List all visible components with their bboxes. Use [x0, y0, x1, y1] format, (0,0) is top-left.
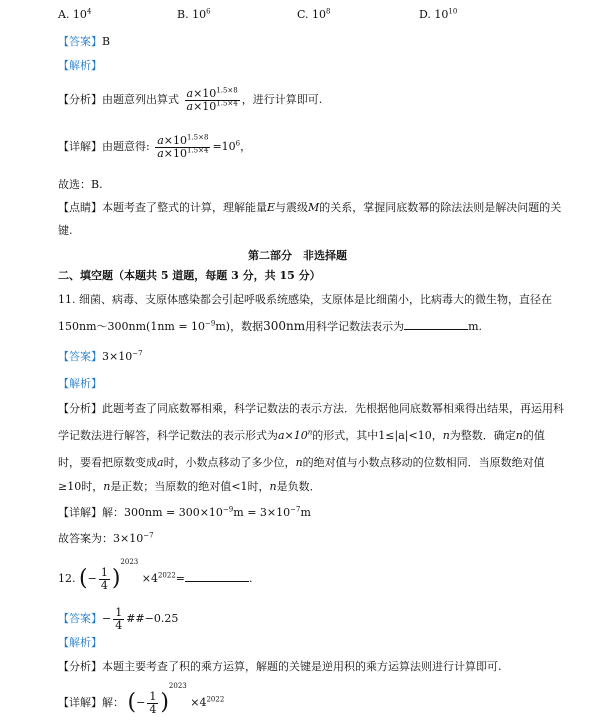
q11-fenxi4c: n: [103, 480, 111, 493]
q11-fenxi4: [58, 480, 321, 494]
dianjing-mid: 与震级: [275, 201, 309, 214]
q11-xiangjie-b-exp: −9: [222, 505, 234, 514]
fenxi-text: 由题意列出算式: [102, 93, 179, 106]
q10-choose: [58, 178, 103, 192]
q11-fenxi4d: 是正数；当原数的绝对值: [110, 480, 232, 493]
q11-ask: 用科学记数法表示为: [305, 320, 405, 333]
q11-answer-tag: 【答案】: [58, 350, 102, 363]
q11-xiangjie-a: 解：: [102, 506, 124, 519]
q12-fenxi: [58, 660, 502, 674]
option-d: [419, 8, 457, 22]
q12-exp1: 2023: [120, 558, 139, 566]
q11-fenxi2b: a×10: [278, 429, 308, 442]
q11-fenxi2a: 学记数法进行解答，科学记数法的表示形式为: [58, 429, 278, 442]
q11-answer-value: 3×10: [102, 350, 133, 363]
q10-xiangjie: [58, 133, 251, 161]
q12-frac-num: 1: [100, 565, 108, 579]
frac-den-a: a: [186, 99, 194, 113]
q12-fraction: [99, 567, 110, 592]
q12-exp2: 2022: [157, 571, 176, 580]
q12-xiangjie-tag: 【详解】: [58, 696, 102, 709]
q11-analysis: [58, 377, 102, 391]
result-text: =10: [212, 140, 236, 153]
q11-unit-open: (1nm = 10: [146, 320, 206, 333]
frac-num-rest: ×10: [193, 86, 217, 100]
option-a: [58, 8, 91, 22]
q11-data-word: ，数据: [230, 320, 264, 333]
q12-x-minus: −: [136, 696, 146, 709]
q11-fenxi4g: n: [269, 480, 277, 493]
q12-x-times: ×4: [190, 696, 207, 709]
q10-analysis: [58, 59, 102, 73]
q12-answer-fraction: [113, 607, 124, 632]
q11-fenxi2: [58, 429, 545, 443]
q11-fenxi3a: 时，要看把原数变成: [58, 456, 157, 469]
q12-answer-tag: 【答案】: [58, 612, 102, 625]
q11-fenxi-tag: 【分析】: [58, 402, 102, 415]
result-exp: 6: [235, 139, 241, 148]
answer-value: B: [102, 35, 111, 48]
q12-fenxi-text: 本题主要考查了积的乘方运算，解题的关键是逆用积的乘方运算法则进行计算即可.: [102, 660, 502, 673]
q10-fenxi: [58, 86, 322, 114]
q11-fenxi2g: 为整数．确定: [449, 429, 516, 442]
q12-analysis-tag: 【解析】: [58, 636, 102, 649]
q11-final-b-exp: −7: [143, 531, 154, 540]
option-b-exp: 6: [206, 7, 211, 16]
q12-x-exp2: 2022: [206, 695, 225, 704]
q11-answer: [58, 350, 143, 364]
fenxi-tail: ，进行计算即可.: [241, 93, 323, 106]
q11-stem2: [58, 319, 482, 334]
q11-fenxi2b-exp: n: [307, 428, 313, 437]
q10-dianjing: [58, 201, 561, 215]
dianjing-wrap: 键.: [58, 224, 73, 237]
q11-fenxi1-text: 此题考查了同底数幂相乘，科学记数法的表示方法．先根据他同底数幂相乘得出结果，再运用科: [102, 402, 564, 415]
q12-analysis: [58, 636, 102, 650]
q11-unit-m: m.: [468, 320, 483, 333]
q11-fenxi4f: 时，: [247, 480, 270, 493]
q12-number: 12.: [58, 572, 76, 585]
xj-den-exp: 1.5×4: [187, 145, 209, 154]
q11-unit-exp: −9: [205, 319, 216, 328]
frac-num-exp: 1.5×8: [216, 85, 238, 94]
q11-xiangjie-c: m = 3×10: [233, 506, 291, 519]
dianjing-E: E: [267, 201, 276, 214]
xj-den-a: a: [157, 146, 164, 160]
dianjing-tail: 的关系，掌握同底数幂的除法法则是解决问题的关: [319, 201, 562, 214]
option-b-text: B. 10: [177, 8, 207, 21]
option-d-exp: 10: [448, 7, 458, 16]
q12-x-exp1: 2023: [168, 682, 187, 690]
q11-final-a: 故答案为：: [58, 532, 113, 545]
result-tail: ，: [240, 140, 252, 153]
dianjing-text: 本题考查了整式的计算，理解能量: [102, 201, 267, 214]
q11-fenxi2d: 1≤|a|<10: [378, 429, 432, 442]
option-c: [297, 8, 330, 22]
q12-frac-den: 4: [100, 578, 108, 592]
part-title: 第二部分 非选择题: [248, 249, 347, 262]
q12-period: .: [249, 572, 253, 585]
q11-stem1: [58, 293, 552, 307]
q11-fenxi3d: n: [295, 456, 303, 469]
q11-final: [58, 532, 154, 546]
q12-answer-tail: ##−0.25: [126, 612, 179, 625]
q11-xiangjie-b: 300nm = 300×10: [124, 506, 223, 519]
q11-xiangjie: [58, 506, 311, 520]
frac-num-a: a: [186, 86, 194, 100]
xj-num-a: a: [157, 133, 164, 147]
q12-times: ×4: [141, 572, 158, 585]
q12-answer-den: 4: [115, 618, 123, 632]
q10-dianjing-wrap: [58, 224, 73, 238]
xiangjie-tag: 【详解】: [58, 140, 102, 153]
q12-eq: =: [175, 572, 185, 585]
q11-blank: [404, 319, 468, 330]
q12-fenxi-tag: 【分析】: [58, 660, 102, 673]
q11-answer-exp: −7: [132, 349, 143, 358]
q11-fenxi4e: <1: [231, 480, 248, 493]
q12-rparen: ): [111, 566, 121, 591]
q12-x-rparen: ): [160, 690, 169, 715]
q11-xiangjie-d: m: [300, 506, 311, 519]
q12-x-num: 1: [149, 689, 157, 703]
fenxi-fraction: [185, 85, 240, 113]
q10-answer: [58, 35, 110, 49]
option-c-exp: 8: [326, 7, 331, 16]
q12-lparen: (: [79, 566, 88, 591]
option-c-text: C. 10: [297, 8, 327, 21]
q11-analysis-tag: 【解析】: [58, 377, 102, 390]
q11-fenxi4b: 时，: [81, 480, 104, 493]
q12-stem: [58, 558, 253, 596]
q11-fenxi2i: 的值: [522, 429, 545, 442]
q11-xiangjie-c-exp: −7: [290, 505, 301, 514]
xiangjie-fraction: [155, 132, 210, 160]
q12-x-lparen: (: [127, 690, 137, 715]
answer-tag: 【答案】: [58, 35, 102, 48]
q12-minus: −: [87, 572, 97, 585]
dianjing-tag: 【点睛】: [58, 201, 102, 214]
option-b: [177, 8, 211, 22]
q11-fenxi4a: ≥10: [58, 480, 82, 493]
q11-fenxi1: [58, 402, 564, 416]
analysis-tag: 【解析】: [58, 59, 102, 72]
q11-fenxi2h: n: [515, 429, 523, 442]
q11-fenxi3c: 时，小数点移动了多少位，: [163, 456, 296, 469]
q11-fenxi3: [58, 456, 545, 470]
q11-fenxi2e: ，: [431, 429, 443, 442]
q11-fenxi2f: n: [442, 429, 450, 442]
frac-den-rest: ×10: [193, 99, 217, 113]
xj-den-rest: ×10: [163, 146, 187, 160]
q12-x-fraction: [147, 691, 158, 716]
q11-fenxi4h: 是负数．: [276, 480, 321, 493]
q12-xiangjie-text: 解：: [102, 696, 124, 709]
q11-fenxi3b: a: [157, 456, 164, 469]
q12-answer-minus: −: [102, 612, 112, 625]
xiangjie-text: 由题意得:: [102, 140, 150, 153]
q11-xiangjie-tag: 【详解】: [58, 506, 102, 519]
dianjing-M: M: [308, 201, 320, 214]
q11-fenxi2c: 的形式，其中: [312, 429, 379, 442]
xj-num-rest: ×10: [163, 133, 187, 147]
q11-stem1-text: 11. 细菌、病毒、支原体感染都会引起呼吸系统感染，支原体是比细菌小，比病毒大的微生物，直径在: [58, 293, 552, 306]
q11-final-b: 3×10: [113, 532, 144, 545]
fill-title: 二、填空题（本题共 5 道题，每题 3 分，共 15 分）: [58, 269, 321, 282]
frac-den-exp: 1.5×4: [216, 98, 238, 107]
q12-x-den: 4: [149, 702, 157, 716]
choose-text: 故选：B.: [58, 178, 103, 191]
option-a-exp: 4: [86, 7, 92, 16]
q11-unit-close: m): [215, 320, 231, 333]
q11-fenxi3e: 的绝对值与小数点移动的位数相同．当原数绝对值: [302, 456, 545, 469]
q12-answer-num: 1: [115, 605, 123, 619]
q12-answer: [58, 604, 178, 634]
option-a-text: A. 10: [58, 8, 87, 21]
q11-300nm: 300nm: [263, 319, 306, 333]
q11-range: 150nm～300nm: [58, 320, 147, 333]
option-d-text: D. 10: [419, 8, 449, 21]
xj-num-exp: 1.5×8: [187, 132, 209, 141]
q12-blank: [185, 571, 249, 582]
fenxi-tag: 【分析】: [58, 93, 102, 106]
q12-xiangjie: [58, 682, 225, 720]
